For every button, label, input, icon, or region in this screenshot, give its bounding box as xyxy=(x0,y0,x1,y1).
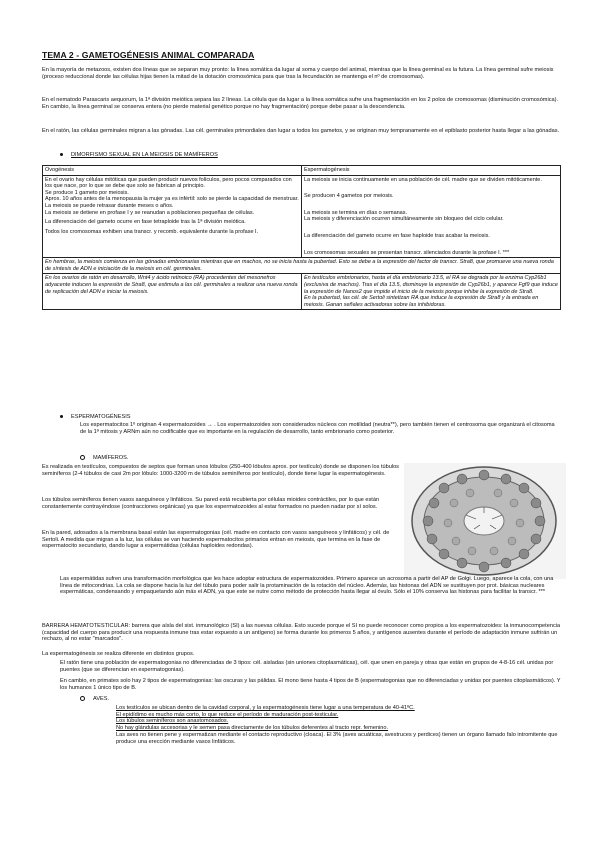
mamiferos-paragraph-4: Las espermátidas sufren una transformación morfológica que les hace adoptar estructura de espermatozoides. Primero aparece un acrosoma a partir del AP de Golgi. Luego, aparece la cola, con una línea de mitocondrias. La cola se dispone hacia la luz del túbulo para poder salir la protaminación de la rotación del núcleo. Además, las histonas del ADN se sustituyen por prot. básicas nucleares espermáticas, condensando y empaquetando aún más el ADN, ya que este se nutre como método de protección hasta llegar al óvulo. Sólo el 10% conserva las histonas para facilitar la transcr. *** xyxy=(60,576,554,596)
espermatogenesis-cell xyxy=(302,175,561,258)
table-line: Los cromosomas sexuales se presentan transcr. silenciados durante la profase I. *** xyxy=(304,249,510,256)
table-line: La meiosis y diferenciación ocurren simultáneamente sin bloqueo del ciclo celular. xyxy=(304,216,504,223)
table-line: Se produce 1 gameto por meiosis. xyxy=(45,189,129,196)
table-line: La meiosis se detiene en profase I y se reanudan a poblaciones pequeñas de células. xyxy=(45,209,255,216)
table-row xyxy=(43,274,561,310)
list-item xyxy=(116,725,562,732)
aves-bullet xyxy=(80,696,109,703)
espermatogenesis-heading: ESPERMATOGÉNESIS xyxy=(71,414,131,420)
ovogenesis-cell xyxy=(43,175,302,258)
table-line: Aprox. 10 años antes de la menopausia la mujer ya es infértil: solo se pierde la capacidad de menstruar. xyxy=(45,196,299,203)
list-item xyxy=(116,732,562,745)
intro-paragraph-3: En el ratón, las células germinales migran a las gónadas. Las cél. germinales primordiales dan lugar a todos los gametos, y se originan muy tempranamente en el epiblasto posterior hasta llegar a las gónadas. xyxy=(42,128,560,134)
intro-paragraph-1: En la mayoría de metazoos, existen dos líneas que se separan muy pronto: la línea somática da lugar al soma y cuerpo del animal, mientras que la línea germinal es la futura. La línea germinal sufre meiosis (proceso reduccional donde las células hijas tienen la mitad de la dotación cromosómica para que tras la fecundación se mantenga el nº de cromosomas). xyxy=(42,67,554,80)
bullet-icon xyxy=(60,153,63,156)
table-line: La meiosis se puede retrasar durante meses o años. xyxy=(45,202,174,209)
aves-item-text: Las aves no tienen pene y espermatizan mediante el contacto reproductivo (cloaca). El 3% (aves acuáticas, avestruces y perdices) tienen un órgano llamado falo intromitente que produce una erección mediante vasos linfáticos. xyxy=(116,731,558,745)
dimorphism-heading: DIMORFISMO SEXUAL EN LA MEIOSIS DE MAMÍFEROS xyxy=(71,152,218,158)
table-header-ovogenesis: Ovogénesis xyxy=(43,166,302,176)
mamiferos-heading: MAMÍFEROS. xyxy=(93,455,129,461)
table-header-espermatogenesis: Espermatogénesis xyxy=(302,166,561,176)
table-line: La diferenciación del gameto ocurre en fase tetraploide tras la 1ª división meiótica. xyxy=(45,219,246,226)
mamiferos-paragraph-6: La espermatogénesis se realiza diferente en distintos grupos. xyxy=(42,651,195,657)
table-row xyxy=(43,258,561,274)
mamiferos-paragraph-8: En cambio, en primates solo hay 2 tipos de espermatogonias: las oscuras y las pálidas. El mono tiene hasta 4 tipos de B (espermatogonias que no diferenciadas y unidas por puentes citoplasmáticos). Y los humanos 1 único tipo de B. xyxy=(60,678,561,691)
bullet-icon xyxy=(60,415,63,418)
table-row xyxy=(43,175,561,258)
aves-item-text: Los túbulos seminíferos son anastomosados. xyxy=(116,718,229,725)
circle-bullet-icon xyxy=(80,696,85,701)
aves-item-text: Los testículos se ubican dentro de la cavidad corporal, y la espermatogénesis tiene lugar a una temperatura de 40-41ºC. xyxy=(116,705,415,711)
table-line: Se producen 4 gametos por meiosis. xyxy=(304,193,394,200)
page-title: TEMA 2 - GAMETOGÉNESIS ANIMAL COMPARADA xyxy=(42,50,255,60)
table-line: La meiosis se termina en días o semanas. xyxy=(304,209,408,216)
stra8-summary-cell: En hembras, la meiosis comienza en las gónadas embrionarias mientras que en machos, no se inicia hasta la pubertad. Esto se debe a la expresión del factor de transcr. Stra8, que promueve una nueva ronda de síntesis de ADN e iniciación de la meiosis en cél. germinales. xyxy=(43,258,561,274)
circle-bullet-icon xyxy=(80,455,85,460)
list-item xyxy=(116,718,562,725)
list-item xyxy=(116,712,562,719)
intro-paragraph-2: En el nematodo Parascaris aequorum, la 1ª división meiótica separa las 2 líneas. La célula que da lugar a la línea somática sufre una fragmentación en los 2 polos de cromosomas (disminución cromosómica). En cambio, la línea germinal se conserva entera (no pierde material genético porque no hay fragmentación) porque debe pasar a la descendencia. xyxy=(42,97,559,110)
table-line: Todos los cromosomas exhiben una transcr. y recomb. equivalente durante la profase I. xyxy=(45,228,259,235)
aves-heading: AVES. xyxy=(93,696,110,702)
table-header-row xyxy=(43,166,561,176)
ovary-mechanism-cell: En los ovarios de ratón en desarrollo, Wnt4 y ácido retinoico (RA) procedentes del mesonefros adyacente inducen la expresión de Stra8, que estimula a las cél. germinales a realizar una nueva ronda de replicación del ADN e iniciar la meiosis. xyxy=(43,274,302,310)
list-item xyxy=(116,705,562,712)
table-line: En la pubertad, las cél. de Sertoli sintetizan RA que induce la expresión de Stra8 y la entrada en meiosis. Ganan señales activadoras sobre las inhibidoras. xyxy=(304,295,539,308)
testis-mechanism-cell xyxy=(302,274,561,310)
mamiferos-paragraph-2: Los túbulos seminíferos tienen vasos sanguíneos y linfáticos. Su pared está recubierta por células mioides contráctiles, por lo que están constantemente contrayéndose (contracciones orgánicas) ya que los espermatozoides al estar formados no pueden nadar por sí solos. xyxy=(42,497,380,510)
espermatogenesis-intro: Los espermatocitos 1º originan 4 espermatozoides → . Los espermatozoides son considerados núcleos con motilidad (neutra**), pero también tienen el centrosoma que organizará el citosoma de la 1ª mitosis y ARNm aún no codificable que es importante en la regulación de desarrollo, tanto embrionario como posterior. xyxy=(80,422,555,435)
espermatogenesis-bullet xyxy=(60,414,130,421)
mamiferos-paragraph-1: Es realizada en testículos, compuestos de septos que forman unos lóbulos (250-400 lóbulos aprox. por testículo) donde se disponen los túbulos seminíferos (2-4 túbulos de casi 2m por lóbulo: 1000-3200 m de túbulos seminíferos por testículo), donde tiene lugar la espermatogénesis. xyxy=(42,464,399,477)
barrera-hematotesticular: BARRERA HEMATOTESTICULAR: barrera que aísla del sist. inmunológico (SI) a las nuevas células. Esto sucede porque el SI no puede reconocer como propios a los espermatozoides: la inmunocompetencia (capacidad del cuerpo para producir una respuesta inmune tras estar expuesto a un antígeno) se forma durante los primeros 5 años, y antígenos ausentes durante el período de adaptación inmune sufrirán un rechazo, al no estar "marcados". xyxy=(42,623,561,643)
seminiferous-tubule-figure xyxy=(404,463,566,579)
mamiferos-paragraph-3: En la pared, adosados a la membrana basal están las espermatogonias (cél. madre en contacto con vasos sanguíneos y linfáticos) y cél. de Sertoli. A medida que migran a la luz, las células se van haciendo espermatocitos primarios entran en meiosis, que termina en la fase de espermatocito secundario, dando lugar a espermátidas (células haploides redondas). xyxy=(42,530,390,550)
aves-item-text: El epidídimo es mucho más corto, lo que reduce el período de maduración post-testicular. xyxy=(116,711,339,718)
aves-item-text: No hay glándulas accesorias y le semen pasa directamente de los túbulos deferentes al tracto repr. femenino. xyxy=(116,725,389,732)
table-line: En el ovario hay células mitóticas que pueden producir nuevos folículos, pero pocos comparados con los que nace, por lo que se debe que solo se fabrican al principio. xyxy=(45,176,292,190)
dimorphism-table xyxy=(42,165,561,310)
table-line: La meiosis se inicia continuamente en una población de cél. madre que se dividen mitóticamente. xyxy=(304,176,542,183)
table-line: En testículos embrionarios, hasta el día embrionario 13.5, el RA se degrada por la enzima Cyp26b1 (exclusiva de machos). Tras el día 13.5, disminuye la expresión de Cyp26b1, y aparece Fgf9 que induce la expresión de Nanos2 que impide el inicio de la meiosis porque inhibe la expresión de Stra8. xyxy=(304,275,558,295)
aves-list xyxy=(116,705,562,745)
mamiferos-paragraph-7: El ratón tiene una población de espermatogonias no diferenciadas de 3 tipos: cél. aisladas (sin uniones citoplasmáticas), cél. que unen en pareja y otras que están en grupos de 4-8-16 cél. unidas por puentes (que se diferencian en espermatogonias). xyxy=(60,660,554,673)
mamiferos-bullet xyxy=(80,455,128,462)
table-line: La diferenciación del gameto ocurre en fase haploide tras acabar la meiosis. xyxy=(304,232,490,239)
dimorphism-bullet xyxy=(60,152,218,159)
